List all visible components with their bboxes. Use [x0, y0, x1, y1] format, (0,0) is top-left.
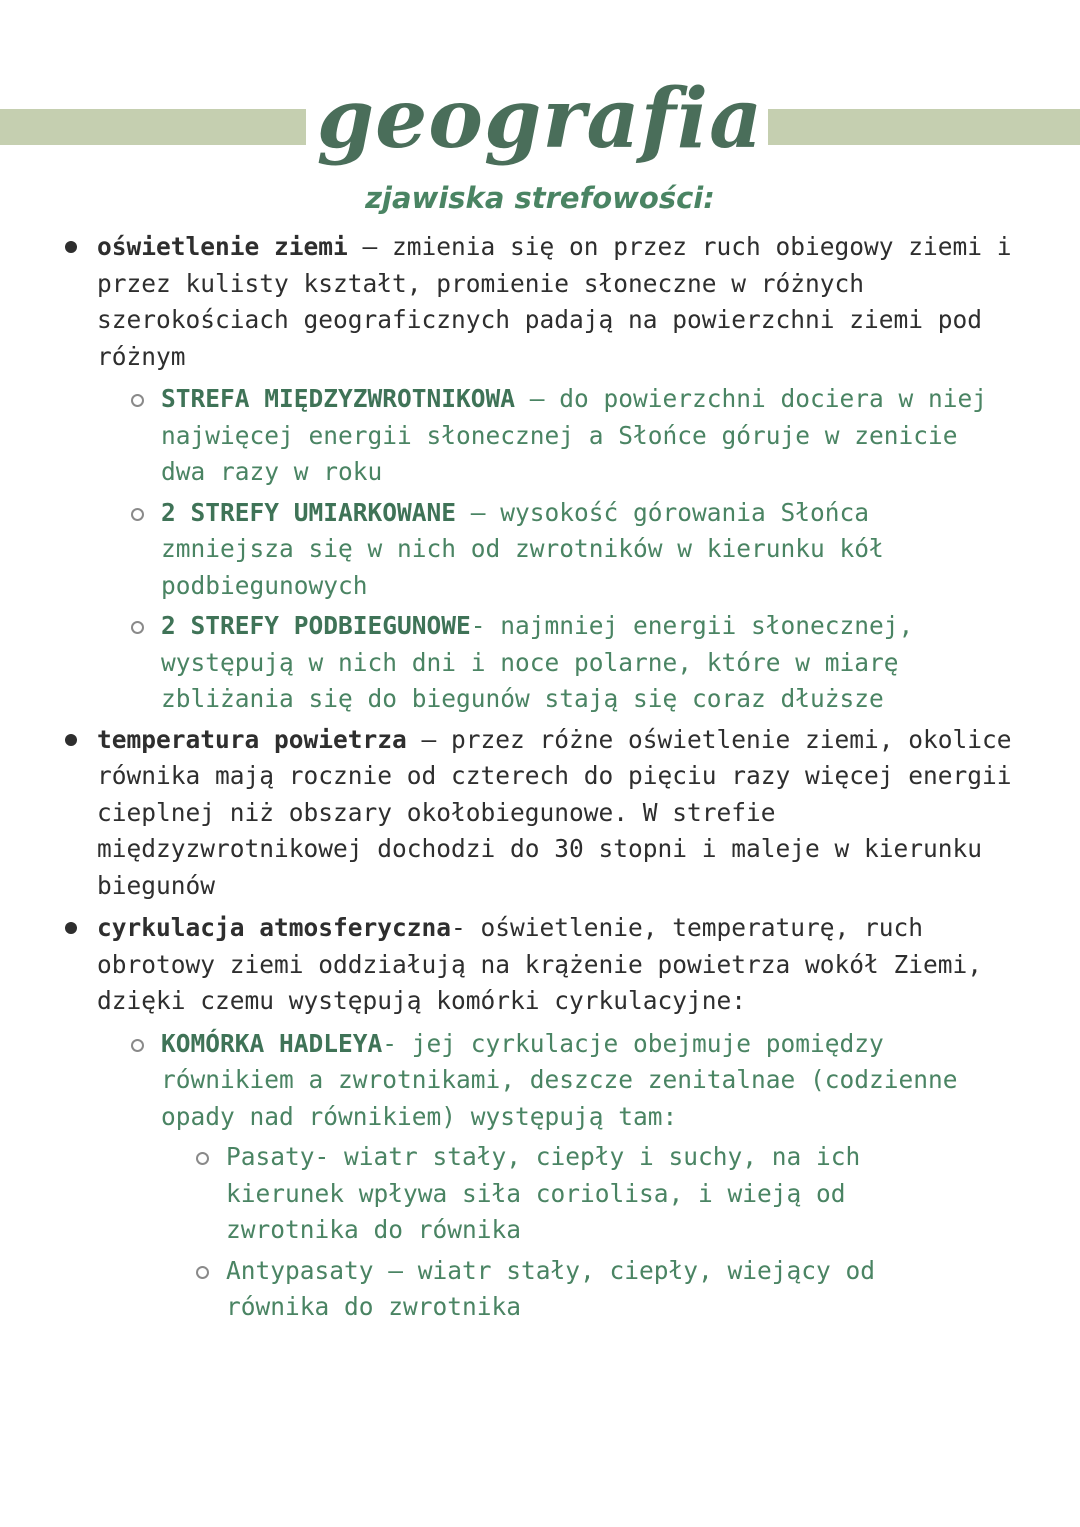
item-text: – do powierzchni dociera w niej najwięcej energii słonecznej a Słońce góruje w zenicie dwa razy w roku	[161, 384, 988, 486]
list-item-strefy-podbiegunowe	[161, 608, 991, 718]
item-term: 2 STREFY PODBIEGUNOWE	[161, 611, 471, 640]
page-subtitle: zjawiska strefowości:	[365, 181, 715, 215]
section-text: – przez różne oświetlenie ziemi, okolice równika mają rocznie od czterech do pięciu razy więcej energii cieplnej niż obszary okołobiegunowe. W strefie międzyzwrotnikowej dochodzi do 30 stopni i maleje w kierunku biegunów	[97, 724, 1012, 900]
page-title: geografia	[316, 71, 764, 167]
section-cyrkulacja	[97, 910, 1012, 1020]
list-item-pasaty	[226, 1139, 986, 1249]
subitem-text: Pasaty- wiatr stały, ciepły i suchy, na ich kierunek wpływa siła coriolisa, i wieją od zwrotnika do równika	[226, 1142, 861, 1244]
section-term: oświetlenie ziemi	[97, 232, 348, 261]
item-text: - najmniej energii słonecznej, występują w nich dni i noce polarne, które w miarę zbliżania się do biegunów stają się coraz dłuższe	[161, 611, 914, 713]
list-item-antypasaty	[226, 1253, 986, 1326]
item-term: 2 STREFY UMIARKOWANE	[161, 497, 457, 527]
notes-content	[0, 229, 1080, 1330]
section-term: cyrkulacja atmosferyczna	[97, 913, 452, 942]
list-item-komorka-hadleya	[161, 1026, 991, 1136]
section-text: - oświetlenie, temperaturę, ruch obrotowy ziemi oddziałują na krążenie powietrza wokół Ziemi, dzięki czemu występują komórki cyrkulacyjne:	[97, 913, 983, 1015]
section-temperatura	[97, 722, 1012, 905]
list-item-strefa-miedzyzwrotnikowa	[161, 381, 991, 491]
list-item-strefy-umiarkowane	[161, 495, 991, 605]
item-term: KOMÓRKA HADLEYA	[161, 1028, 383, 1058]
item-term: STREFA MIĘDZYZWROTNIKOWA	[161, 384, 516, 413]
subitem-text: Antypasaty – wiatr stały, ciepły, wiejący od równika do zwrotnika	[226, 1255, 876, 1321]
section-term: temperatura powietrza	[97, 724, 407, 754]
item-text: – wysokość górowania Słońca zmniejsza się w nich od zwrotników w kierunku kół podbiegunowych	[161, 497, 884, 600]
section-oswietlenie	[97, 229, 1012, 375]
section-text: – zmienia się on przez ruch obiegowy ziemi i przez kulisty kształt, promienie słoneczne w różnych szerokościach geograficznych padają na powierzchni ziemi pod różnym	[97, 232, 1012, 371]
item-text: - jej cyrkulacje obejmuje pomiędzy równikiem a zwrotnikami, deszcze zenitalnae (codzienne opady nad równikiem) występują tam:	[161, 1028, 958, 1131]
